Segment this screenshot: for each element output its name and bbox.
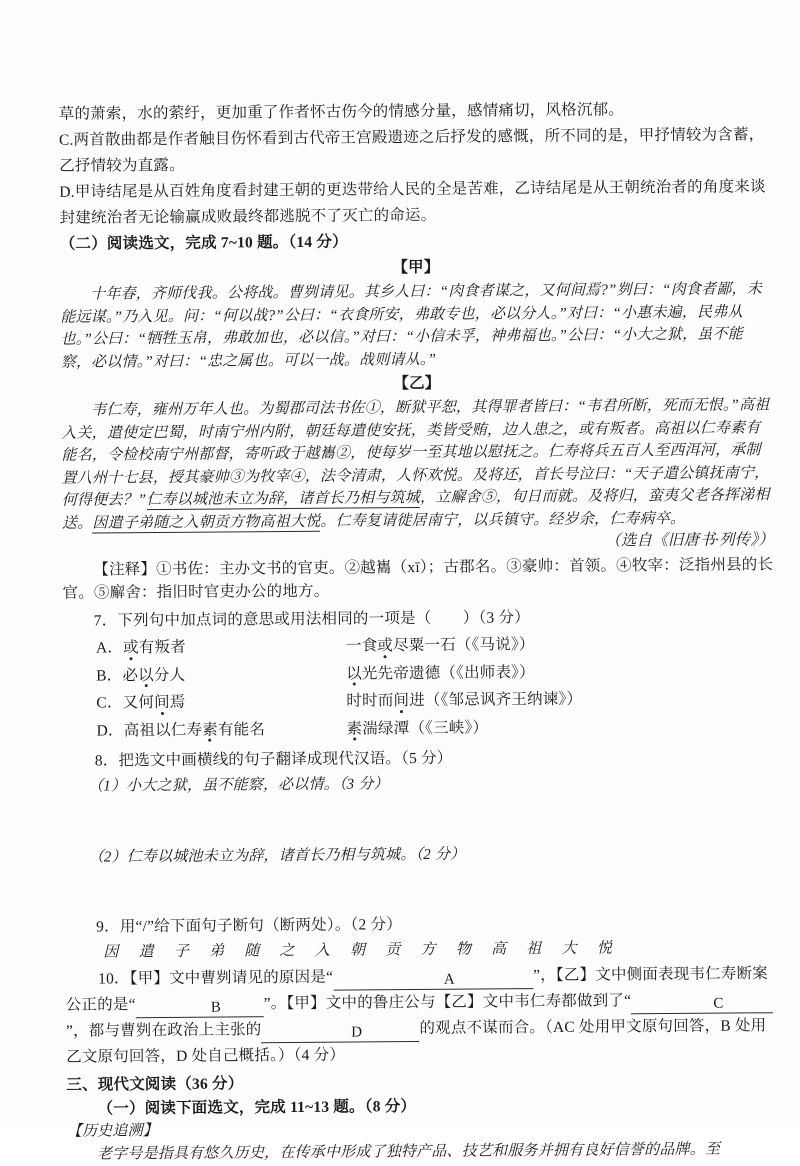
option-comparison-phrase: 素湍绿潭（《三峡》） bbox=[346, 718, 489, 738]
prev-option-continuation: 草的萧索，水的萦纡，更加重了作者怀古伤今的情感分量，感情痛切，风格沉郁。 bbox=[58, 101, 625, 123]
underlined-sentence: 仁寿以城池未立为辞，诸首长乃相与筑城 bbox=[146, 489, 421, 509]
question-8-sub1: （1）小大之狱，虽不能察，必以情。（3 分） bbox=[87, 776, 389, 795]
q7-options bbox=[96, 629, 776, 744]
section3-paragraph: 老字号是指具有悠久历史，在传承中形成了独特产品、技艺和服务并拥有良好信誉的品牌。至 bbox=[96, 1141, 721, 1163]
text-segment: 韦仁寿，雍州万年人也。为蜀郡司法书佐①，断狱平恕，其得罪者皆曰：“韦君所断，死而无恨。”高祖入关，遣使定巴蜀，时南宁州内附，朝廷每遣使安抚，类皆受贿，边人患之，或有叛者。高祖以仁寿素有能名，令检校南宁州都督，寄听政于越巂②，使每岁一至其地以慰抚之。仁寿将兵五百人至西洱河，承制置八州十七县，授其豪帅③为牧宰④，法令清肃，人怀欢悦。及将还，首长号泣曰：“天子遣公镇抚南宁，何得便去？” bbox=[61, 397, 770, 509]
question-9-sentence: 因 遣 子 弟 随 之 入 朝 贡 方 物 高 祖 大 悦 bbox=[103, 940, 621, 961]
q7-option-d bbox=[96, 712, 775, 745]
question-8-sub2: （2）仁寿以城池未立为辞，诸首长乃相与筑城。（2 分） bbox=[88, 846, 466, 866]
answer-blank-b: B bbox=[136, 999, 264, 1018]
question-9-stem: 9．用“/”给下面句子断句（断两处）。（2 分） bbox=[96, 916, 402, 936]
text-segment: 。仁寿复请徙居南宁，以兵镇守。经岁余，仁寿病卒。 bbox=[320, 510, 686, 530]
choice-option-c: C.两首散曲都是作者触目伤怀看到古代帝王宫殿遗迹之后抒发的感慨，所不同的是，甲抒情较为含蓄，乙抒情较为直露。 bbox=[58, 126, 765, 175]
option-phrase: B．必以分人 bbox=[96, 666, 186, 685]
passage-notes: 【注释】①书佐：主办文书的官吏。②越巂（xī）；古郡名。③豪帅：首领。④牧宰：泛指州县的长官。⑤廨舍：指旧时官吏办公的地方。 bbox=[62, 556, 774, 602]
question-7-stem: 7．下列句中加点词的意思或用法相同的一项是（ ）（3 分） bbox=[93, 609, 530, 630]
passage-source: （选自《旧唐书·列传》） bbox=[605, 531, 775, 550]
q10-paragraph: 10．【甲】文中曹刿请见的原因是“ A ”，【乙】文中侧面表现韦仁寿断案公正的是“ B ”。【甲】文中的鲁庄公与【乙】文中韦仁寿都做到了“ C”，都与曹刿在政治上主张的 D 的观点不谋而合。（AC 处用甲文原句回答，B 处用乙文原句回答，D 处自己概括。）（4 分） bbox=[65, 961, 778, 1070]
section3-heading: 三、现代文阅读（36 分） bbox=[66, 1074, 244, 1094]
history-trace-tag: 【历史追溯】 bbox=[66, 1122, 159, 1140]
text-segment: ，立廨舍⑤，旬日而就。及将归，蛮夷父老各挥涕相送。 bbox=[61, 487, 770, 532]
section2-heading: （二）阅读选文，完成 7~10 题。（14 分） bbox=[59, 233, 348, 253]
option-phrase: D．高祖以仁寿素有能名 bbox=[96, 720, 266, 740]
option-comparison-phrase: 以光先帝遗德（《出师表》） bbox=[346, 663, 535, 683]
section3-sub-heading: （一）阅读下面选文，完成 11~13 题。（8 分） bbox=[97, 1097, 417, 1118]
passage-jia-label: 【甲】 bbox=[392, 258, 440, 277]
yi-paragraph bbox=[61, 394, 774, 535]
option-comparison-phrase: 一食或尽粟一石（《马说》） bbox=[345, 636, 535, 655]
option-phrase: C．又何间焉 bbox=[96, 693, 186, 712]
passage-yi-label: 【乙】 bbox=[393, 374, 441, 393]
choice-option-d: D.甲诗结尾是从百姓角度看封建王朝的更迭带给人民的全是苦难，乙诗结尾是从王朝统治者的角度来谈封建统治者无论输赢成败最终都逃脱不了灭亡的命运。 bbox=[59, 178, 766, 227]
underlined-sentence: 因遣子弟随之入朝贡方物高祖大悦 bbox=[92, 513, 321, 532]
answer-blank-a: A bbox=[333, 971, 533, 991]
answer-blank-d: D bbox=[261, 1024, 419, 1043]
answer-blank-c: C bbox=[631, 995, 773, 1014]
passage-jia-text: 十年春，齐师伐我。公将战。曹刿请见。其乡人曰：“肉食者谋之，又何间焉?”刿曰：“肉食者鄙，未能远谋。”乃入见。问：“何以战?”公曰：“衣食所安，弗敢专也，必以分人。”对曰：“小惠未遍，民弗从也。”公曰：“牺牲玉帛，弗敢加也，必以信。”对曰：“小信未孚，神弗福也。”公曰：“小大之狱，虽不能察，必以情。”对曰：“忠之属也。可以一战。战则请从。” bbox=[60, 281, 762, 371]
exam-content bbox=[59, 96, 779, 1166]
option-comparison-phrase: 时时而间进（《邹忌讽齐王纳谏》） bbox=[346, 690, 583, 710]
question-8-stem: 8．把选文中画横线的句子翻译成现代汉语。（5 分） bbox=[94, 749, 453, 770]
option-phrase: A．或有叛者 bbox=[95, 638, 186, 657]
